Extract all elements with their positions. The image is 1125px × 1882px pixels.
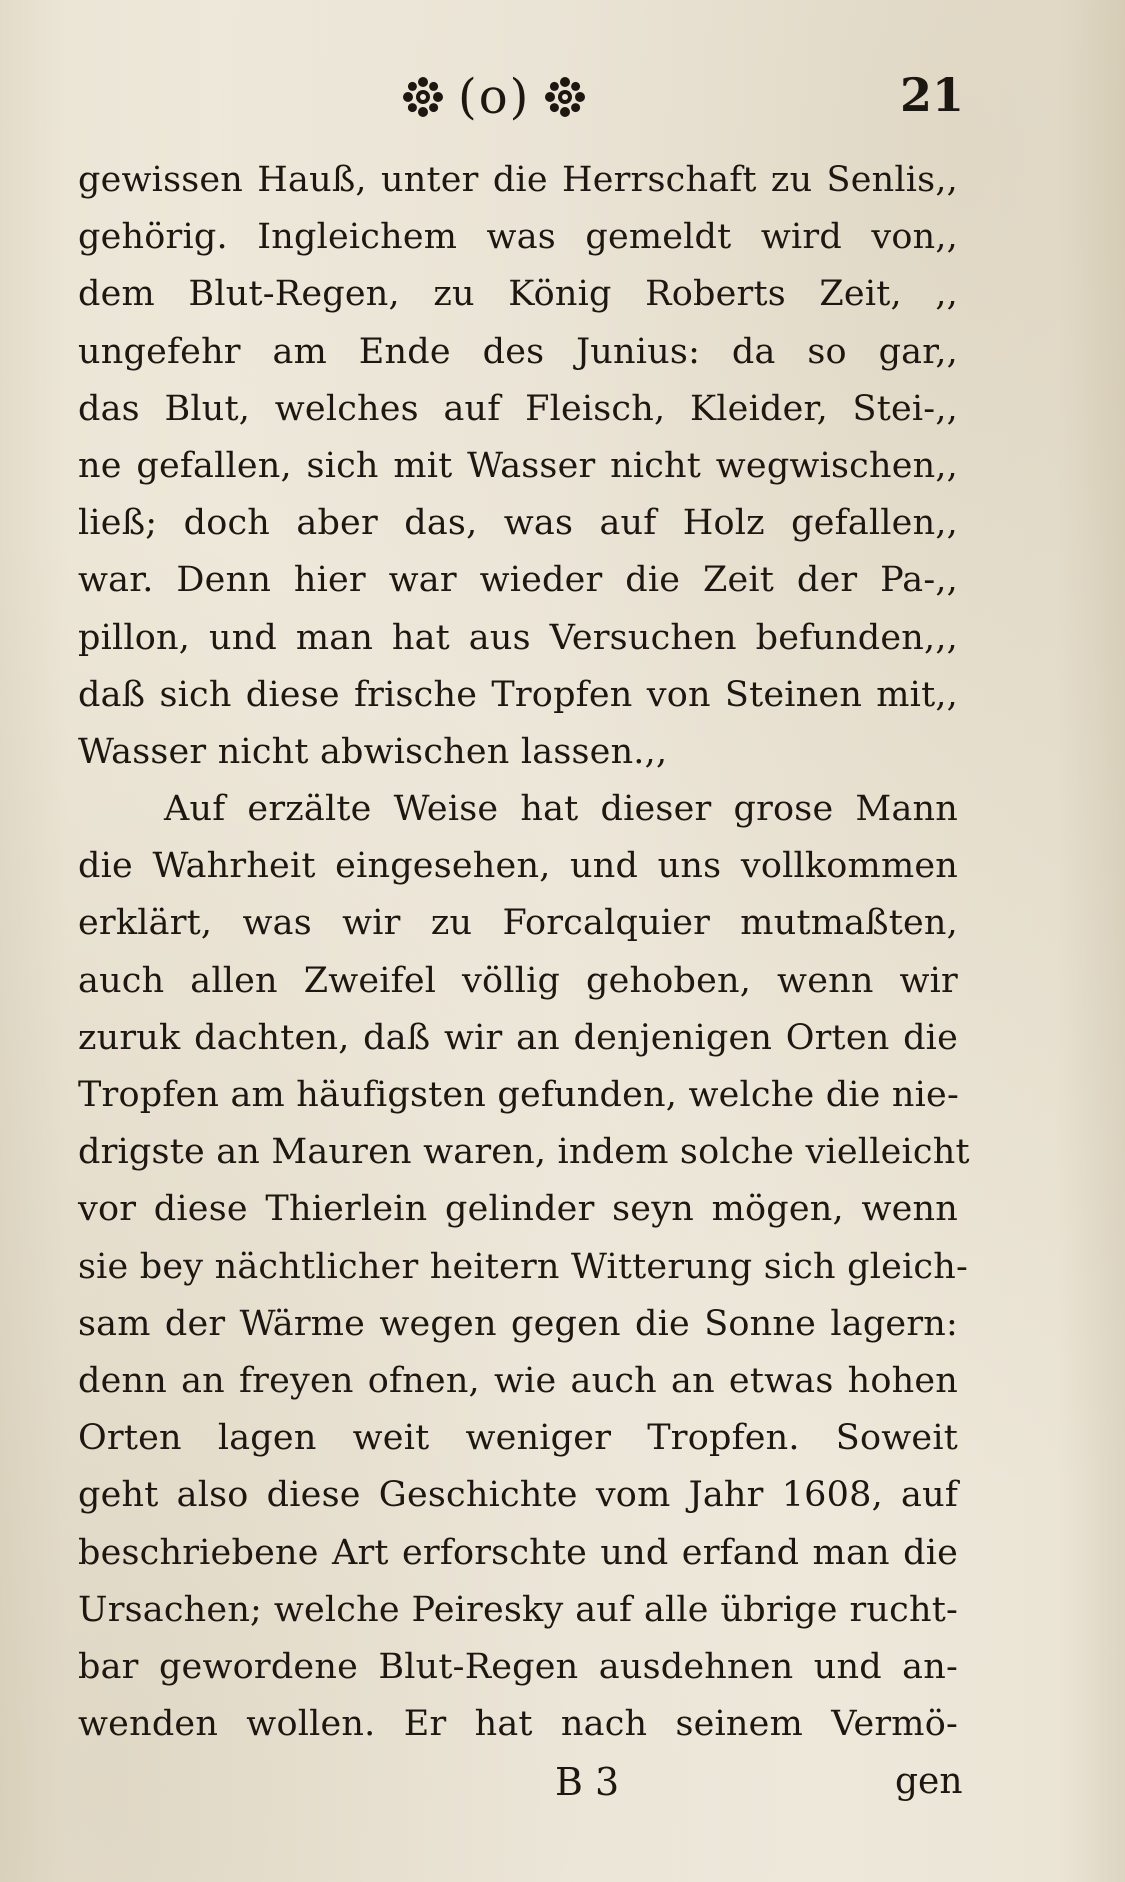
text-line: dem Blut-Regen, zu König Roberts Zeit, ,, (78, 274, 958, 315)
text-line: gehörig. Ingleichem was gemeldt wird von,, (78, 217, 958, 258)
text-line: die Wahrheit eingesehen, und uns vollkommen (78, 846, 958, 887)
flower-ornament-icon (402, 76, 444, 118)
text-line: ungefehr am Ende des Junius: da so gar,, (78, 331, 958, 372)
text-line: beschriebene Art erforschte und erfand man die (78, 1532, 958, 1573)
text-line: Tropfen am häufigsten gefunden, welche die nie- (78, 1075, 959, 1115)
text-line: ließ; doch aber das, was auf Holz gefallen,, (78, 503, 958, 544)
text-line: Ursachen; welche Peiresky auf alle übrige rucht- (78, 1589, 958, 1630)
text-line: vor diese Thierlein gelinder seyn mögen, wenn (78, 1189, 958, 1230)
catchword: gen (895, 1761, 963, 1802)
text-line: drigste an Mauren waren, indem solche vielleicht (78, 1132, 970, 1173)
text-line: Orten lagen weit weniger Tropfen. Soweit (78, 1418, 958, 1459)
text-line: gewissen Hauß, unter die Herrschaft zu Senlis,, (78, 160, 958, 200)
flower-ornament-icon (544, 76, 586, 118)
text-line: sam der Wärme wegen gegen die Sonne lagern: (78, 1303, 958, 1344)
text-line: auch allen Zweifel völlig gehoben, wenn wir (78, 960, 958, 1001)
text-line: Wasser nicht abwischen lassen.,, (78, 731, 668, 772)
text-line: geht also diese Geschichte vom Jahr 1608, auf (78, 1475, 958, 1516)
text-line: das Blut, welches auf Fleisch, Kleider, Stei-,, (78, 388, 958, 429)
text-line: Auf erzälte Weise hat dieser grose Mann (164, 789, 958, 830)
text-line: ne gefallen, sich mit Wasser nicht wegwischen,, (78, 445, 958, 486)
printer-signature: B 3 (555, 1760, 620, 1804)
text-line: war. Denn hier war wieder die Zeit der Pa-,, (78, 560, 958, 601)
header-signature-mark: (o) (458, 69, 531, 125)
page-header (402, 62, 586, 132)
page-footer (0, 1752, 1125, 1812)
text-line: daß sich diese frische Tropfen von Steinen mit,, (78, 674, 958, 715)
page-number: 21 (900, 68, 965, 122)
text-line: wenden wollen. Er hat nach seinem Vermö- (78, 1704, 958, 1745)
text-line: bar gewordene Blut-Regen ausdehnen und an- (78, 1646, 958, 1687)
text-line: pillon, und man hat aus Versuchen befunden,,, (78, 617, 958, 658)
text-line: denn an freyen ofnen, wie auch an etwas hohen (78, 1360, 958, 1401)
body-text (78, 152, 970, 1753)
text-line: erklärt, was wir zu Forcalquier mutmaßten, (78, 903, 958, 944)
text-line: sie bey nächtlicher heitern Witterung sich gleich- (78, 1246, 968, 1287)
text-line: zuruk dachten, daß wir an denjenigen Orten die (78, 1017, 958, 1058)
